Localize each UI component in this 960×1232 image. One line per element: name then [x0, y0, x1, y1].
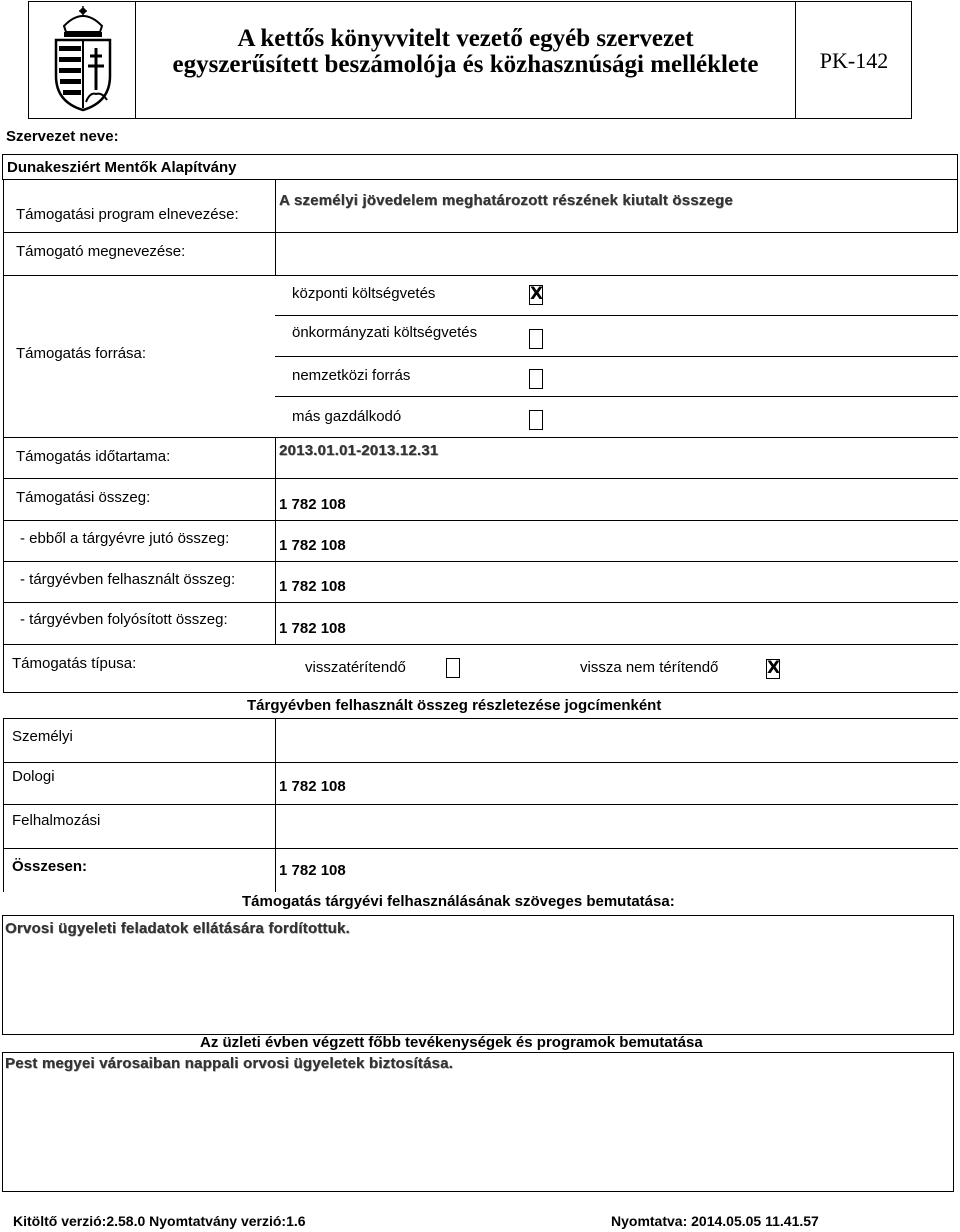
amount-used-value[interactable]: 1 782 108: [279, 578, 346, 595]
source-option-label: központi költségvetés: [292, 285, 436, 302]
row-divider: [3, 804, 958, 805]
row-divider: [3, 644, 958, 645]
amount-total-value[interactable]: 1 782 108: [279, 496, 346, 513]
type-refundable-checkbox[interactable]: [446, 658, 460, 678]
activities-text-area[interactable]: [2, 1052, 954, 1192]
breakdown-material-value[interactable]: 1 782 108: [279, 778, 346, 795]
activities-value: Pest megyei városaiban nappali orvosi ügyeletek biztosítása.: [5, 1055, 453, 1072]
source-option-label: más gazdálkodó: [292, 408, 402, 425]
amount-label: - tárgyévben felhasznált összeg:: [20, 571, 236, 588]
row-divider: [3, 848, 958, 849]
row-divider: [275, 396, 958, 397]
duration-value[interactable]: 2013.01.01-2013.12.31: [279, 442, 439, 459]
type-refundable-label: visszatérítendő: [305, 659, 406, 676]
main-right-border: [957, 180, 958, 232]
main-middle-divider-2: [275, 437, 276, 644]
amount-label: - ebből a tárgyévre jutó összeg:: [20, 530, 230, 547]
duration-label: Támogatás időtartama:: [16, 448, 171, 465]
row-divider: [3, 602, 958, 603]
footer-printed: Nyomtatva: 2014.05.05 11.41.57: [611, 1213, 819, 1229]
source-central-budget-checkbox[interactable]: X: [530, 284, 544, 304]
row-divider: [3, 232, 958, 233]
org-name-value: Dunakesziért Mentők Alapítvány: [7, 159, 237, 176]
row-divider: [275, 356, 958, 357]
row-divider: [3, 762, 958, 763]
row-divider: [275, 315, 958, 316]
supporter-value[interactable]: [279, 243, 949, 263]
breakdown-total-label: Összesen:: [12, 858, 88, 875]
source-label: Támogatás forrása:: [16, 345, 147, 362]
program-label: Támogatási program elnevezése:: [16, 206, 239, 223]
breakdown-row-label: Személyi: [12, 728, 73, 745]
page-title: [136, 26, 795, 78]
type-label: Támogatás típusa:: [12, 655, 137, 672]
row-divider: [3, 692, 958, 693]
usage-text-title: Támogatás tárgyévi felhasználásának szöveges bemutatása:: [242, 893, 675, 910]
breakdown-total-value[interactable]: 1 782 108: [279, 862, 346, 879]
row-divider: [3, 275, 958, 276]
hungarian-coat-of-arms-icon: [50, 4, 116, 112]
row-divider: [3, 437, 958, 438]
form-code: PK-142: [819, 48, 889, 73]
row-divider: [3, 718, 958, 719]
breakdown-middle-divider: [275, 718, 276, 892]
breakdown-left-border: [3, 718, 4, 892]
breakdown-row-label: Felhalmozási: [12, 812, 101, 829]
type-nonrefundable-checkbox[interactable]: X: [767, 658, 781, 678]
source-option-label: önkormányzati költségvetés: [292, 324, 478, 341]
org-name-label: Szervezet neve:: [6, 128, 119, 145]
source-option-label: nemzetközi forrás: [292, 367, 411, 384]
row-divider: [3, 561, 958, 562]
amount-label: - tárgyévben folyósított összeg:: [20, 611, 228, 628]
amount-disbursed-value[interactable]: 1 782 108: [279, 620, 346, 637]
footer-version: Kitöltő verzió:2.58.0 Nyomtatvány verzió:1.6: [13, 1213, 306, 1229]
program-value[interactable]: A személyi jövedelem meghatározott részének kiutalt összege: [279, 192, 733, 209]
source-municipal-budget-checkbox[interactable]: [529, 329, 543, 349]
main-middle-divider: [275, 180, 276, 275]
row-divider: [3, 478, 958, 479]
amount-label: Támogatási összeg:: [16, 489, 151, 506]
breakdown-title: Tárgyévben felhasznált összeg részletezése jogcímenként: [247, 697, 662, 714]
main-left-border: [3, 180, 4, 692]
usage-text-value: Orvosi ügyeleti feladatok ellátására fordítottuk.: [5, 920, 350, 937]
source-other-business-checkbox[interactable]: [529, 410, 543, 430]
title-line-2: egyszerűsített beszámolója és közhasznúsági melléklete: [172, 51, 759, 78]
amount-current-year-value[interactable]: 1 782 108: [279, 537, 346, 554]
source-international-checkbox[interactable]: [529, 369, 543, 389]
breakdown-row-label: Dologi: [12, 768, 55, 785]
type-nonrefundable-label: vissza nem térítendő: [580, 659, 719, 676]
activities-title: Az üzleti évben végzett főbb tevékenységek és programok bemutatása: [200, 1034, 703, 1051]
title-line-1: A kettős könyvvitelt vezető egyéb szervezet: [237, 25, 694, 52]
row-divider: [3, 520, 958, 521]
supporter-label: Támogató megnevezése:: [16, 243, 186, 260]
